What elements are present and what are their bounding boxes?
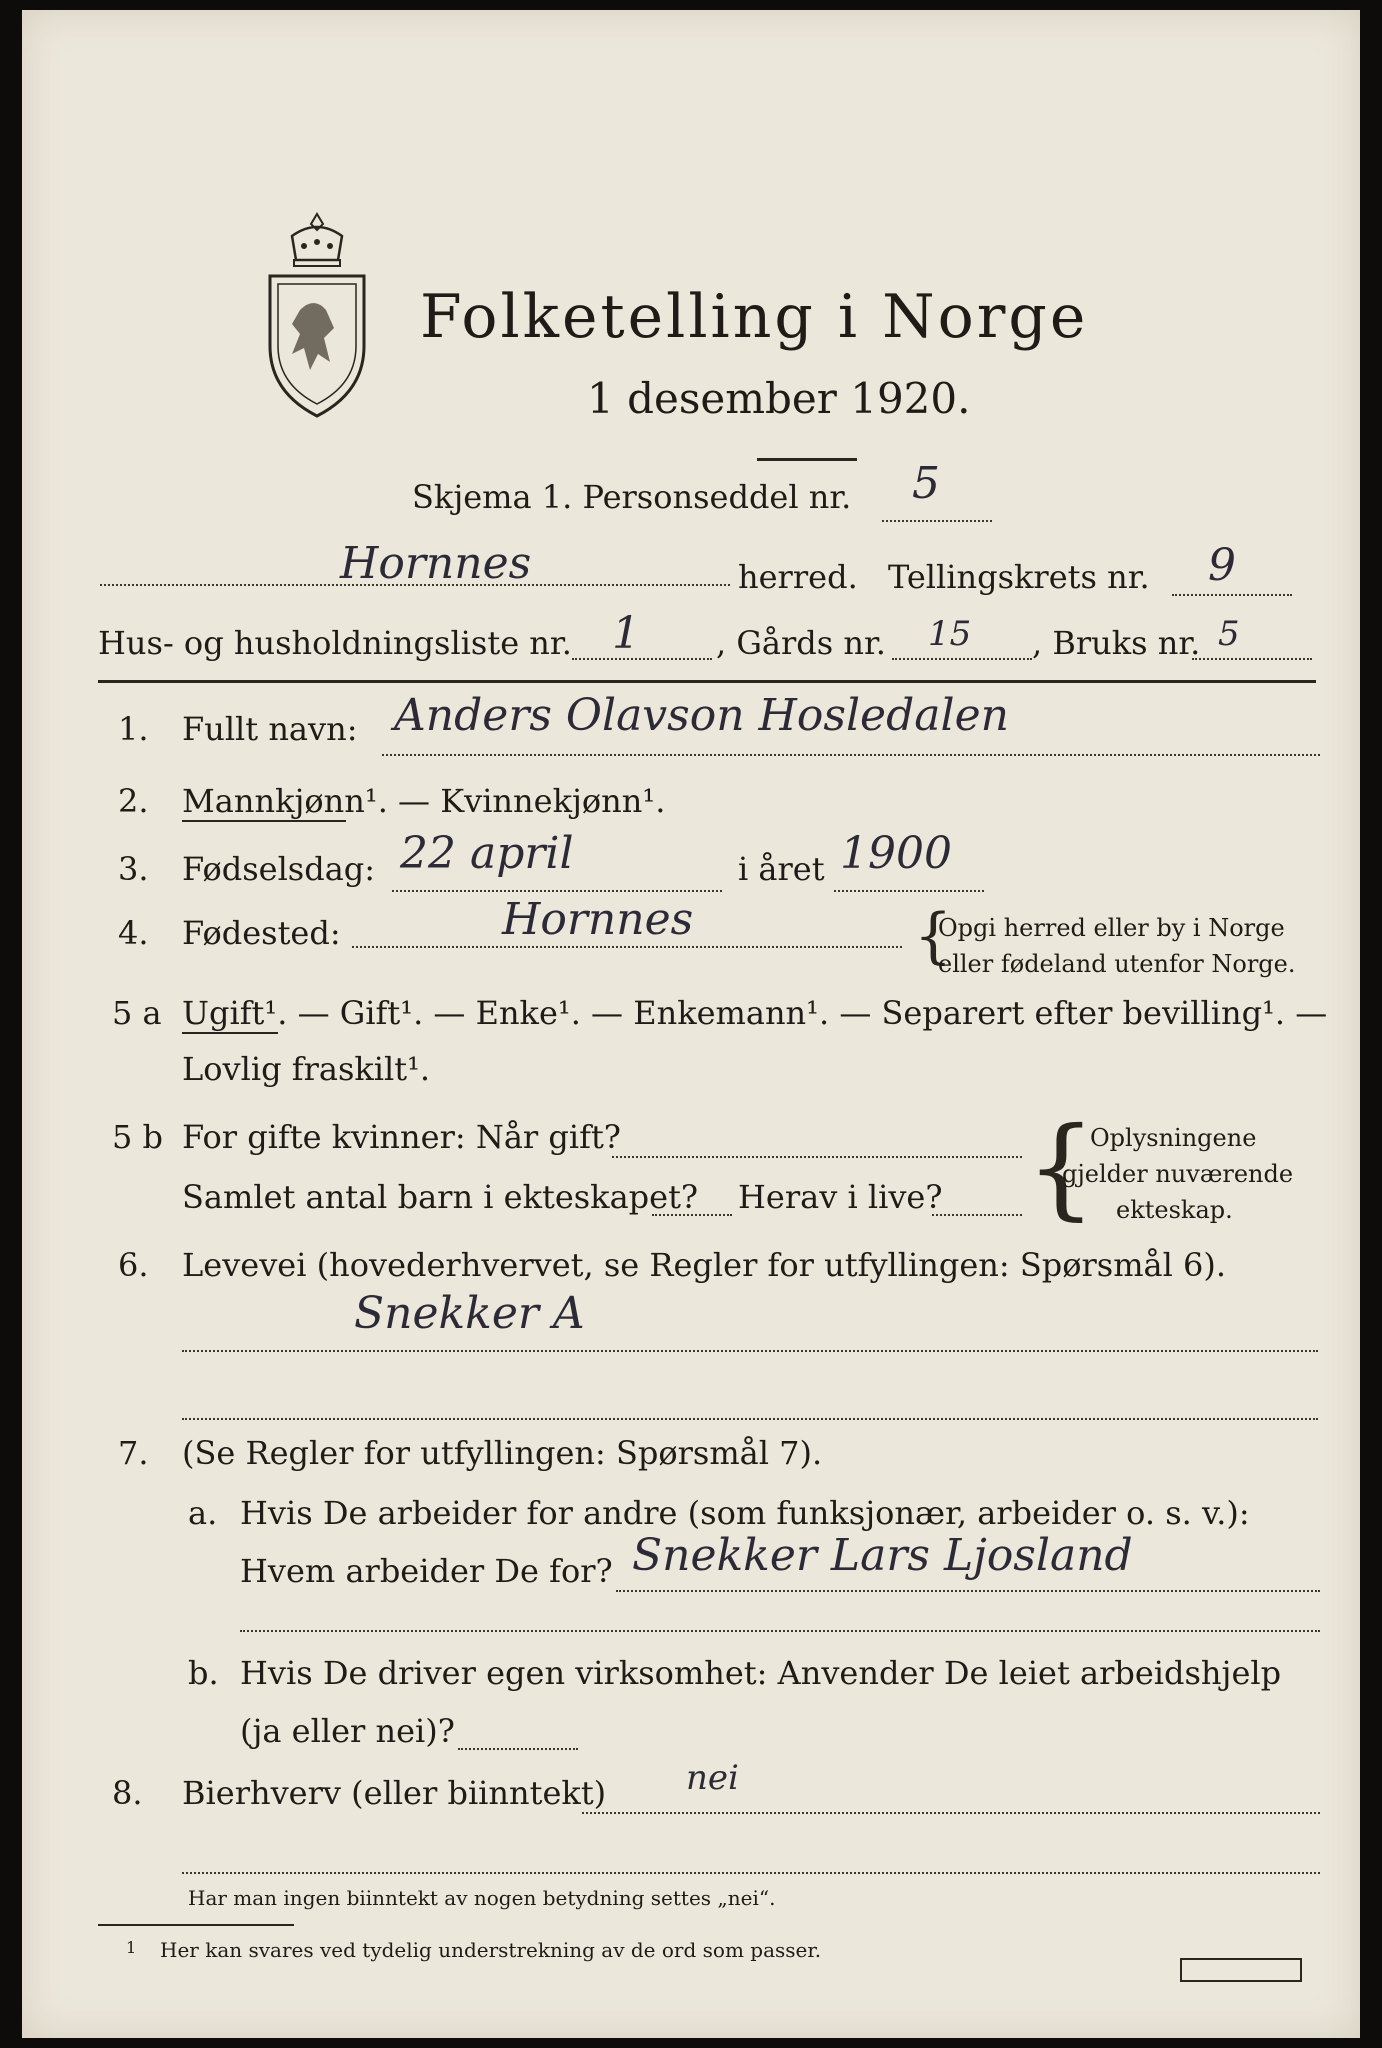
q4-note-line1: Opgi herred eller by i Norge [938,914,1285,942]
q2-number: 2. [118,782,149,820]
q2-label: Mannkjønn¹. — Kvinnekjønn¹. [182,782,666,820]
q5b-brace: { [1026,1103,1096,1231]
q7-label: (Se Regler for utfyllingen: Spørsmål 7). [182,1434,823,1472]
q8-number: 8. [112,1774,143,1812]
q4-line [352,946,902,948]
q8-line2 [182,1872,1320,1874]
q7b-letter: b. [188,1654,219,1692]
q7a-line2: Hvem arbeider De for? [240,1552,613,1590]
footnote-rule [98,1924,294,1926]
q1-label: Fullt navn: [182,710,358,748]
census-date: 1 desember 1920. [587,374,971,423]
birthday-value[interactable]: 22 april [400,828,574,879]
q7a-employer-line2 [240,1630,1320,1632]
tellingskrets-label: Tellingskrets nr. [888,558,1150,596]
full-name-value[interactable]: Anders Olavson Hosledalen [394,690,1009,741]
q5b-line1: For gifte kvinner: Når gift? [182,1118,621,1156]
q3-label: Fødselsdag: [182,850,376,888]
printer-stamp [1180,1958,1302,1982]
birthplace-value[interactable]: Hornnes [502,894,694,945]
bruks-line [1192,658,1312,660]
q8-label: Bierhverv (eller biinntekt) [182,1774,607,1812]
husholdningsliste-line [572,658,712,660]
q7-number: 7. [118,1434,149,1472]
footnote-text: Her kan svares ved tydelig understrekning av de ord som passer. [160,1938,822,1962]
q4-label: Fødested: [182,914,341,952]
q4-brace: { [914,901,953,971]
q5a-number: 5 a [112,994,162,1032]
husholdningsliste-label: Hus- og husholdningsliste nr. [98,624,572,662]
side-income-value[interactable]: nei [686,1758,739,1798]
q4-note-line2: eller fødeland utenfor Norge. [938,950,1296,978]
footnote-mark: 1 [126,1938,137,1957]
bruks-value[interactable]: 5 [1218,614,1240,654]
bruks-label: , Bruks nr. [1032,624,1201,662]
herred-label: herred. [738,558,858,596]
tellingskrets-line [1172,594,1292,596]
gards-label: , Gårds nr. [716,624,886,662]
q2-underline-mannkjonn [182,820,346,822]
q7b-answer-line [458,1748,578,1750]
skjema-nr-value[interactable]: 5 [912,458,940,509]
birth-year-value[interactable]: 1900 [840,828,952,879]
q5b-note-line3: ekteskap. [1116,1196,1233,1224]
q5b-note-line2: gjelder nuværende [1062,1160,1294,1188]
gards-value[interactable]: 15 [928,614,972,654]
q1-line [382,754,1320,756]
q5b-note-line1: Oplysningene [1090,1124,1257,1152]
q3-number: 3. [118,850,149,888]
q6-label: Levevei (hovederhvervet, se Regler for utfyllingen: Spørsmål 6). [182,1246,1227,1284]
q7b-line1: Hvis De driver egen virksomhet: Anvender De leiet arbeidshjelp [240,1654,1282,1692]
q5b-alive-line [932,1214,1022,1216]
q7a-line1: Hvis De arbeider for andre (som funksjonær, arbeider o. s. v.): [240,1494,1250,1532]
form-title: Folketelling i Norge [420,282,1089,352]
q5a-line2: Lovlig fraskilt¹. [182,1050,431,1088]
q6-line2 [182,1418,1318,1420]
q3-year-label: i året [738,850,825,888]
nei-note: Har man ingen biinntekt av nogen betydning settes „nei“. [188,1886,776,1910]
q6-number: 6. [118,1246,149,1284]
q5b-children-label: Samlet antal barn i ekteskapet? [182,1178,699,1216]
skjema-nr-line [882,520,992,522]
q3-year-line [834,890,984,892]
tellingskrets-value[interactable]: 9 [1208,540,1236,591]
q3-line [392,890,722,892]
q5b-married-line [612,1156,1022,1158]
q4-number: 4. [118,914,149,952]
q1-number: 1. [118,710,149,748]
q8-line [582,1812,1320,1814]
husholdningsliste-value[interactable]: 1 [612,608,640,659]
q5a-line1: Ugift¹. — Gift¹. — Enke¹. — Enkemann¹. — Separert efter bevilling¹. — [182,994,1328,1032]
herred-name-value[interactable]: Hornnes [340,538,532,589]
q5a-underline-ugift [182,1032,278,1034]
employer-value[interactable]: Snekker Lars Ljosland [632,1530,1133,1581]
q5b-alive-label: Herav i live? [738,1178,943,1216]
q6-line1 [182,1350,1318,1352]
q7b-line2: (ja eller nei)? [240,1712,455,1750]
title-divider [757,458,857,461]
gards-line [892,658,1032,660]
q7a-employer-line [616,1590,1320,1592]
q5b-number: 5 b [112,1118,164,1156]
coat-of-arms-icon [262,210,372,420]
skjema-label: Skjema 1. Personseddel nr. [412,478,852,516]
q7a-letter: a. [188,1494,218,1532]
occupation-value[interactable]: Snekker A [354,1288,585,1339]
census-form-sheet [22,10,1360,2038]
q5b-children-line [652,1214,732,1216]
header-rule [98,680,1316,683]
